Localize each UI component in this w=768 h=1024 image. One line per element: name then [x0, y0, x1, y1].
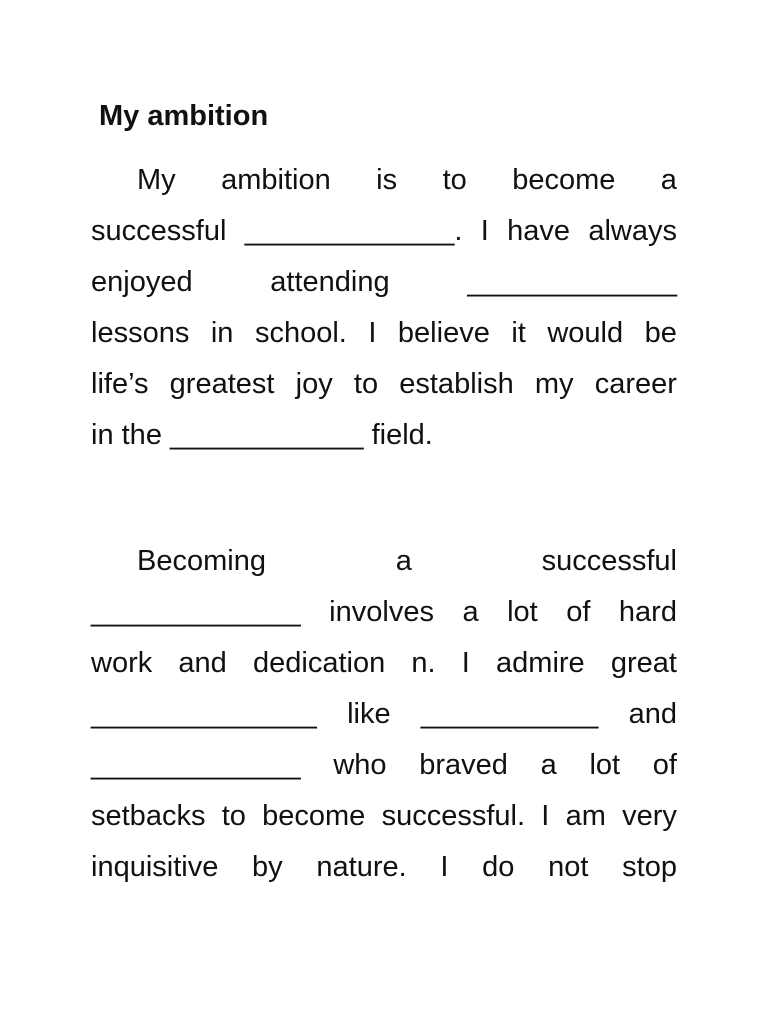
word: ______________ [91, 698, 317, 730]
text-line [91, 359, 677, 410]
word: ambition [221, 164, 331, 196]
word: a [660, 164, 677, 196]
word: become [512, 164, 616, 196]
word: greatest [169, 368, 275, 400]
word: enjoyed [91, 266, 193, 298]
text-line [91, 638, 677, 689]
word: of [652, 749, 677, 781]
text-line [91, 587, 677, 638]
word: establish [399, 368, 514, 400]
text-line [91, 155, 677, 206]
word: life’s [91, 368, 149, 400]
word: my [534, 368, 574, 400]
word: nature. [316, 851, 407, 883]
word: a [462, 596, 479, 628]
word: lot [589, 749, 621, 781]
word: I [368, 317, 377, 349]
word: inquisitive [91, 851, 219, 883]
word: joy [295, 368, 333, 400]
word: a [540, 749, 557, 781]
word: is [376, 164, 398, 196]
word: setbacks [91, 800, 206, 832]
word: believe [397, 317, 490, 349]
word: successful [541, 545, 677, 577]
word: and [628, 698, 677, 730]
word: of [566, 596, 591, 628]
document-title: My ambition [99, 100, 269, 132]
word: am [565, 800, 606, 832]
word: and [178, 647, 227, 679]
text-line [91, 308, 677, 359]
word: _____________ [91, 749, 301, 781]
word: always [588, 215, 677, 247]
word: like [347, 698, 391, 730]
word: would [547, 317, 624, 349]
word: not [548, 851, 589, 883]
paragraph-1 [91, 155, 677, 461]
word: in [210, 317, 234, 349]
word: become [262, 800, 366, 832]
word: stop [622, 851, 677, 883]
text-line [91, 206, 677, 257]
word: work [91, 647, 153, 679]
word: very [622, 800, 677, 832]
text-line [91, 689, 677, 740]
word: great [610, 647, 677, 679]
word: dedication [253, 647, 386, 679]
word: I [461, 647, 470, 679]
text-line [91, 536, 677, 587]
word: be [644, 317, 677, 349]
word: Becoming [137, 545, 266, 577]
word: to [353, 368, 379, 400]
word: lessons [91, 317, 190, 349]
word: successful. [381, 800, 526, 832]
word: n. [411, 647, 436, 679]
word: hard [618, 596, 677, 628]
word: ___________ [420, 698, 599, 730]
word: My [137, 164, 176, 196]
word: lot [507, 596, 538, 628]
word: do [482, 851, 515, 883]
word: who [333, 749, 387, 781]
word: admire [496, 647, 585, 679]
text-line [91, 257, 677, 308]
word: to [442, 164, 467, 196]
word: it [511, 317, 526, 349]
word: I [440, 851, 449, 883]
word: career [594, 368, 677, 400]
word: I [480, 215, 489, 247]
word: a [395, 545, 412, 577]
paragraph-2 [91, 536, 677, 893]
word: attending [270, 266, 390, 298]
word: successful [91, 215, 227, 247]
word: have [507, 215, 571, 247]
text-line [91, 842, 677, 893]
text-line [91, 791, 677, 842]
word: involves [329, 596, 434, 628]
word: _____________ [467, 266, 677, 298]
text-line: in the ____________ field. [91, 419, 433, 451]
text-line [91, 740, 677, 791]
word: _____________ [91, 596, 301, 628]
word: school. [254, 317, 347, 349]
word: by [252, 851, 283, 883]
word: _____________. [244, 215, 463, 247]
word: braved [419, 749, 508, 781]
word: to [221, 800, 246, 832]
word: I [541, 800, 550, 832]
